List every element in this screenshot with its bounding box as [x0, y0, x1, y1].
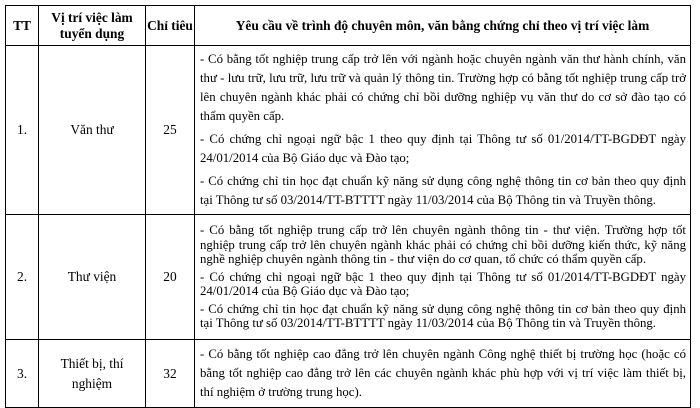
- header-quota: Chỉ tiêu: [146, 6, 195, 46]
- header-tt: TT: [6, 6, 39, 46]
- row-position: Thiết bị, thí nghiệm: [39, 340, 146, 408]
- row-number: 3.: [6, 340, 39, 408]
- row-requirements: [195, 46, 691, 215]
- row-number: 2.: [6, 215, 39, 340]
- requirement-item: - Có chứng chỉ tin học đạt chuẩn kỹ năng sử dụng công nghệ thông tin cơ bản theo quy định tại Thông tư số 03/2014/TT-BTTTT ngày 11/03/2014 của Bộ Thông tin và Truyền thông.: [200, 301, 686, 331]
- requirement-item: - Có bằng tốt nghiệp trung cấp trở lên chuyên ngành thông tin - thư viện. Trường hợp tốt nghiệp trung cấp trở lên chuyên ngành khác phải có chứng chỉ bồi dưỡng kiến thức, kỹ năng nghề nghiệp chuyên ngành thông tin - thư viện do cơ quan, tổ chức có thẩm quyền cấp.: [200, 223, 686, 267]
- table-row: [6, 340, 691, 408]
- header-position: Vị trí việc làm tuyển dụng: [39, 6, 146, 46]
- table-row: [6, 215, 691, 340]
- table-row: [6, 46, 691, 215]
- row-quota: 20: [146, 215, 195, 340]
- row-number: 1.: [6, 46, 39, 215]
- requirement-item: - Có chứng chỉ tin học đạt chuẩn kỹ năng sử dụng công nghệ thông tin cơ bản theo quy định tại Thông tư số 03/2014/TT-BTTTT ngày 11/03/2014 của Bộ Thông tin và Truyền thông.: [200, 174, 686, 207]
- row-requirements: [195, 215, 691, 340]
- row-position: Văn thư: [39, 46, 146, 215]
- row-position: Thư viện: [39, 215, 146, 340]
- header-requirements: Yêu cầu về trình độ chuyên môn, văn bằng chứng chỉ theo vị trí việc làm: [195, 6, 691, 46]
- requirement-item: - Có bằng tốt nghiệp cao đẳng trở lên chuyên ngành Công nghệ thiết bị trường học (hoặc có bằng tốt nghiệp cao đẳng trở lên các chuyên ngành khác phù hợp với vị trí việc làm thiết bị, thí nghiệm ở trường trung học).: [200, 347, 686, 399]
- requirement-item: - Có chứng chỉ ngoại ngữ bậc 1 theo quy định tại Thông tư số 01/2014/TT-BGDĐT ngày 24/01/2014 của Bộ Giáo dục và Đào tạo;: [200, 269, 686, 299]
- header-row: [6, 6, 691, 46]
- row-quota: 32: [146, 340, 195, 408]
- recruitment-table: [5, 5, 691, 408]
- requirement-item: - Có chứng chỉ ngoại ngữ bậc 1 theo quy định tại Thông tư số 01/2014/TT-BGDĐT ngày 24/01/2014 của Bộ Giáo dục và Đào tạo;: [200, 132, 686, 165]
- row-quota: 25: [146, 46, 195, 215]
- row-requirements: [195, 340, 691, 408]
- requirement-item: - Có bằng tốt nghiệp trung cấp trở lên với ngành hoặc chuyên ngành văn thư hành chính, văn thư - lưu trữ, lưu trữ, lưu trữ và quản lý thông tin. Trường hợp có bằng tốt nghiệp trung cấp trở lên chuyên ngành khác phải có chứng chỉ bồi dưỡng nghiệp vụ văn thư do cơ sở đào tạo có thẩm quyền cấp.: [200, 52, 686, 123]
